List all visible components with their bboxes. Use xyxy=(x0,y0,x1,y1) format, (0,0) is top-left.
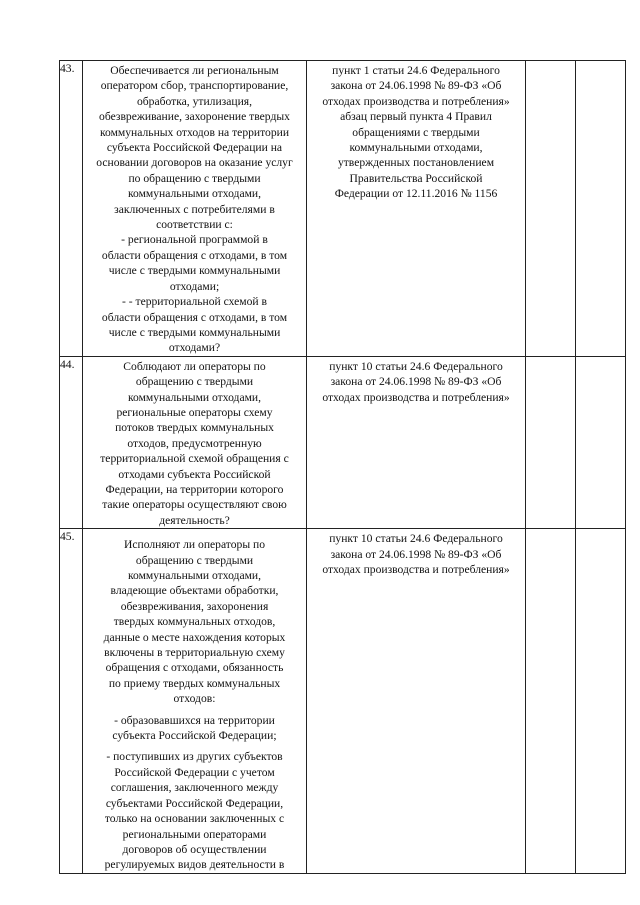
empty-cell xyxy=(526,61,576,357)
question-line: Российской Федерации с учетом xyxy=(114,765,275,779)
empty-cell xyxy=(526,356,576,528)
reference-cell xyxy=(307,61,526,357)
legal-reference xyxy=(307,357,525,405)
question-subitem xyxy=(87,749,302,872)
row-number: 44. xyxy=(60,356,83,528)
reference-line: закона от 24.06.1998 № 89-ФЗ «Об xyxy=(330,79,502,93)
question-line: отходами субъекта Российской xyxy=(118,467,271,481)
question-line: отходами? xyxy=(168,341,221,355)
question-line: Соблюдают ли операторы по xyxy=(123,359,266,373)
question-line: отходами; xyxy=(169,279,220,293)
question-line: Обеспечивается ли региональным xyxy=(110,64,279,77)
question-line: области обращения с отходами, в том xyxy=(101,310,288,324)
question-line: оператором сбор, транспортирование, xyxy=(100,79,289,93)
reference-line: обращениями с твердыми xyxy=(352,125,480,139)
question-line: субъектами Российской Федерации, xyxy=(105,796,284,810)
question-line: - образовавшихся на территории xyxy=(114,713,275,727)
reference-line: Правительства Российской xyxy=(349,171,483,185)
row-number: 45. xyxy=(60,529,83,874)
question-line: соглашения, заключенного между xyxy=(110,781,279,795)
question-line: данные о месте нахождения которых xyxy=(103,630,286,644)
reference-line: коммунальными отходами, xyxy=(349,141,483,155)
question-line: потоков твердых коммунальных xyxy=(115,421,274,435)
question-line: - поступивших из других субъектов xyxy=(106,750,283,764)
question-line: коммунальных отходов на территории xyxy=(99,125,290,139)
legal-reference xyxy=(307,529,525,577)
question-line: коммунальными отходами, xyxy=(127,187,262,201)
question-subitem xyxy=(87,713,302,744)
question-line: включены в территориальную схему xyxy=(104,646,285,660)
reference-line: закона от 24.06.1998 № 89-ФЗ «Об xyxy=(330,375,502,389)
question-text xyxy=(83,535,306,873)
question-line: субъекта Российской Федерации; xyxy=(112,729,277,743)
reference-line: утвержденных постановлением xyxy=(337,156,495,170)
question-cell xyxy=(83,61,307,357)
legal-reference xyxy=(307,61,525,202)
reference-cell xyxy=(307,356,526,528)
question-line: обращению с твердыми xyxy=(135,375,254,389)
reference-line: отходах производства и потребления» xyxy=(322,563,510,576)
question-line: числе с твердыми коммунальными xyxy=(108,264,281,278)
question-line: субъекта Российской Федерации на xyxy=(106,141,283,155)
question-line: Исполняют ли операторы по xyxy=(123,538,266,552)
reference-line: отходах производства и потребления» xyxy=(322,94,510,108)
question-line: отходов: xyxy=(173,692,216,706)
question-line: обращению с твердыми xyxy=(135,553,254,567)
reference-line: отходах производства и потребления» xyxy=(322,390,510,404)
question-line: региональными операторами xyxy=(122,827,267,841)
row-number: 43. xyxy=(60,61,83,357)
question-line: коммунальными отходами, xyxy=(127,390,262,404)
question-line: отходов, предусмотренную xyxy=(127,436,262,450)
question-line: деятельность? xyxy=(159,513,230,527)
question-line: твердых коммунальных отходов, xyxy=(113,615,276,629)
checklist-table xyxy=(59,60,626,874)
question-line: обезвреживание, захоронение твердых xyxy=(99,110,290,124)
question-line: обращения с отходами, обязанность xyxy=(105,661,284,675)
reference-line: Федерации от 12.11.2016 № 1156 xyxy=(334,187,498,201)
question-line: основании договоров на оказание услуг xyxy=(96,156,293,170)
reference-line: закона от 24.06.1998 № 89-ФЗ «Об xyxy=(330,547,502,561)
question-line: заключенных с потребителями в xyxy=(114,202,275,216)
question-cell xyxy=(83,529,307,874)
question-line: договоров об осуществлении xyxy=(122,842,267,856)
question-line: по обращению с твердыми xyxy=(128,171,261,185)
question-line: по приему твердых коммунальных xyxy=(108,676,281,690)
question-line: такие операторы осуществляют свою xyxy=(102,498,287,512)
question-line: числе с твердыми коммунальными xyxy=(108,325,281,339)
reference-line: абзац первый пункта 4 Правил xyxy=(340,110,492,124)
question-line: Федерации, на территории которого xyxy=(105,482,284,496)
question-line: коммунальными отходами, xyxy=(127,569,262,582)
question-line: - - территориальной схемой в xyxy=(121,295,268,309)
question-cell xyxy=(83,356,307,528)
table-row xyxy=(60,61,626,357)
reference-line: пункт 1 статьи 24.6 Федерального xyxy=(332,64,500,77)
question-line: регулируемых видов деятельности в xyxy=(104,858,285,872)
empty-cell xyxy=(576,529,626,874)
question-line: территориальной схемой обращения с xyxy=(100,452,289,466)
question-line: области обращения с отходами, в том xyxy=(101,248,288,262)
question-line: - региональной программой в xyxy=(121,233,268,247)
question-line: обработка, утилизация, xyxy=(136,94,253,108)
empty-cell xyxy=(576,356,626,528)
question-line: соответствии с: xyxy=(156,218,233,232)
reference-line: пункт 10 статьи 24.6 Федерального xyxy=(329,532,503,546)
table-row xyxy=(60,529,626,874)
question-line: региональные операторы схему xyxy=(116,405,273,419)
question-text xyxy=(83,61,306,356)
question-text xyxy=(83,357,306,528)
empty-cell xyxy=(576,61,626,357)
reference-cell xyxy=(307,529,526,874)
table-row xyxy=(60,356,626,528)
reference-line: пункт 10 статьи 24.6 Федерального xyxy=(329,359,503,373)
question-line: владеющие объектами обработки, xyxy=(110,584,279,598)
question-line: только на основании заключенных с xyxy=(104,812,285,826)
question-line: обезвреживания, захоронения xyxy=(120,599,269,613)
empty-cell xyxy=(526,529,576,874)
